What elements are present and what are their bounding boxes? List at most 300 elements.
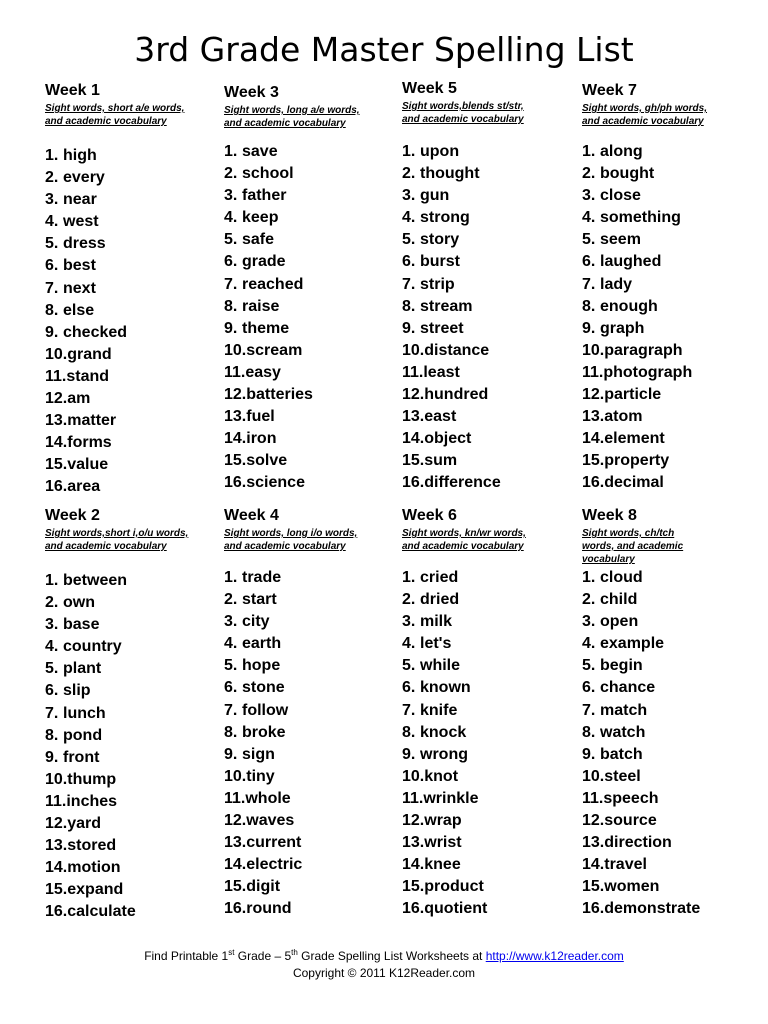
word-item <box>582 611 700 633</box>
word-item <box>582 876 700 898</box>
word-item <box>582 274 692 296</box>
week-block <box>224 84 399 492</box>
word-list <box>45 145 127 499</box>
word-text: laughed <box>600 253 662 271</box>
word-item <box>45 322 127 344</box>
word-text: calculate <box>67 903 136 921</box>
word-text: current <box>246 834 302 852</box>
word-number: 10. <box>224 767 247 785</box>
word-item <box>582 744 700 766</box>
word-text: story <box>420 231 460 249</box>
word-item <box>402 163 501 185</box>
word-text: plant <box>63 660 102 678</box>
word-number: 11. <box>45 367 67 385</box>
word-list <box>45 570 136 924</box>
word-number: 3. <box>224 187 238 205</box>
word-text: stone <box>242 679 285 697</box>
word-number: 7. <box>45 279 59 297</box>
word-item <box>582 655 700 677</box>
word-text: speech <box>603 789 659 807</box>
word-number: 5. <box>402 657 416 675</box>
word-text: match <box>600 701 648 719</box>
word-text: own <box>63 594 95 612</box>
word-number: 1. <box>582 143 596 160</box>
word-text: knee <box>424 856 461 874</box>
word-text: front <box>63 748 100 766</box>
word-number: 7. <box>402 275 416 293</box>
week-title: Week 8 <box>582 507 637 524</box>
word-item <box>402 318 501 340</box>
word-number: 6. <box>582 679 596 697</box>
word-text: area <box>67 478 101 496</box>
word-number: 4. <box>45 213 59 231</box>
word-item <box>45 233 127 255</box>
word-text: difference <box>424 474 501 492</box>
word-item <box>402 450 501 472</box>
word-item <box>224 655 302 677</box>
word-item <box>402 854 487 876</box>
week-title: Week 5 <box>402 80 457 97</box>
week-description: Sight words, long a/e words, and academic vocabulary <box>224 105 360 129</box>
word-item <box>45 791 136 813</box>
word-number: 11. <box>582 789 604 807</box>
word-number: 9. <box>224 319 238 337</box>
word-item <box>402 810 487 832</box>
word-item <box>224 700 302 722</box>
footer-line <box>0 948 768 963</box>
word-item <box>582 766 700 788</box>
word-item <box>45 636 136 658</box>
word-item <box>224 274 313 296</box>
footer-suffix: Grade Spelling List Worksheets at <box>297 949 486 963</box>
word-text: along <box>600 143 643 160</box>
word-number: 4. <box>402 209 416 227</box>
word-number: 8. <box>402 297 416 315</box>
word-item <box>224 472 313 494</box>
word-text: wrong <box>420 745 468 763</box>
word-item <box>402 362 501 384</box>
word-text: am <box>67 390 91 408</box>
word-item <box>45 857 136 879</box>
word-item <box>402 472 501 494</box>
word-number: 4. <box>402 635 416 653</box>
word-text: particle <box>604 386 662 404</box>
word-item <box>402 406 501 428</box>
word-item <box>45 432 127 454</box>
word-text: iron <box>246 430 277 448</box>
page-title: 3rd Grade Master Spelling List <box>134 30 634 69</box>
week-description: Sight words, kn/wr words, and academic vocabulary <box>402 528 526 552</box>
word-list <box>582 567 700 921</box>
word-number: 14. <box>582 430 605 448</box>
word-item <box>224 589 302 611</box>
word-number: 9. <box>45 748 59 766</box>
word-list <box>402 141 501 495</box>
word-text: motion <box>67 859 121 877</box>
word-number: 7. <box>224 701 238 719</box>
word-text: distance <box>424 341 490 359</box>
word-number: 13. <box>402 834 425 852</box>
word-number: 8. <box>402 723 416 741</box>
word-text: dried <box>420 591 460 609</box>
word-text: near <box>63 191 97 209</box>
word-item <box>402 633 487 655</box>
word-number: 4. <box>582 209 596 227</box>
word-number: 4. <box>224 635 238 653</box>
word-item <box>402 744 487 766</box>
word-item <box>582 677 700 699</box>
word-text: round <box>246 900 292 918</box>
word-item <box>582 428 692 450</box>
word-text: wrist <box>424 834 462 852</box>
word-item <box>224 567 302 589</box>
word-item <box>402 788 487 810</box>
copyright: Copyright © 2011 K12Reader.com <box>292 966 476 980</box>
word-text: knock <box>420 723 467 741</box>
word-item <box>45 211 127 233</box>
word-text: raise <box>242 297 280 315</box>
week-title: Week 3 <box>224 84 279 101</box>
word-number: 15. <box>402 452 425 470</box>
word-text: lady <box>600 275 633 293</box>
word-number: 16. <box>45 903 68 921</box>
word-item <box>582 700 700 722</box>
word-number: 5. <box>224 231 238 249</box>
word-item <box>224 362 313 384</box>
week-block <box>45 82 220 496</box>
week-block <box>45 507 220 921</box>
word-item <box>402 898 487 920</box>
word-number: 14. <box>45 434 68 452</box>
word-number: 3. <box>582 187 596 205</box>
word-text: women <box>604 878 660 896</box>
footer-sup-1: st <box>228 948 235 957</box>
week-block <box>582 507 757 918</box>
word-text: theme <box>242 319 290 337</box>
word-number: 14. <box>582 856 605 874</box>
word-item <box>582 810 700 832</box>
word-number: 6. <box>45 682 59 700</box>
word-item <box>45 570 136 592</box>
word-number: 5. <box>582 657 596 675</box>
word-item <box>45 658 136 680</box>
word-number: 10. <box>45 345 68 363</box>
word-item <box>45 769 136 791</box>
word-text: east <box>424 408 457 426</box>
word-item <box>582 251 692 273</box>
word-number: 8. <box>582 297 596 315</box>
word-text: travel <box>604 856 647 874</box>
word-item <box>224 450 313 472</box>
word-number: 1. <box>402 569 416 586</box>
word-number: 4. <box>224 209 238 227</box>
word-text: grand <box>67 345 112 363</box>
word-text: strong <box>420 209 470 227</box>
word-number: 12. <box>402 812 425 830</box>
word-item <box>45 813 136 835</box>
word-text: cloud <box>600 569 643 586</box>
word-text: milk <box>420 613 453 631</box>
word-item <box>582 406 692 428</box>
word-number: 9. <box>224 745 238 763</box>
week-title: Week 7 <box>582 82 637 99</box>
word-text: watch <box>600 723 646 741</box>
word-text: inches <box>66 792 118 810</box>
word-text: enough <box>600 297 658 315</box>
word-text: best <box>63 257 96 275</box>
word-number: 6. <box>582 253 596 271</box>
word-item <box>224 318 313 340</box>
word-item <box>224 898 302 920</box>
word-text: broke <box>242 723 286 741</box>
word-item <box>45 255 127 277</box>
word-number: 2. <box>224 591 238 609</box>
word-text: dress <box>63 235 106 253</box>
word-text: reached <box>242 275 304 293</box>
word-text: demonstrate <box>604 900 701 918</box>
word-number: 10. <box>402 767 425 785</box>
word-text: whole <box>245 789 291 807</box>
word-item <box>402 384 501 406</box>
word-number: 12. <box>582 812 605 830</box>
word-number: 14. <box>402 856 425 874</box>
word-number: 7. <box>582 701 596 719</box>
word-text: paragraph <box>604 341 683 359</box>
word-text: country <box>63 638 122 656</box>
word-list <box>224 567 302 921</box>
word-number: 11. <box>582 363 604 381</box>
word-item <box>582 722 700 744</box>
word-number: 13. <box>45 837 68 855</box>
word-text: product <box>424 878 484 896</box>
word-number: 12. <box>224 812 247 830</box>
word-item <box>224 744 302 766</box>
word-item <box>402 229 501 251</box>
word-item <box>45 476 127 498</box>
word-text: high <box>63 147 97 164</box>
word-number: 1. <box>45 572 59 589</box>
word-item <box>402 832 487 854</box>
word-item <box>402 274 501 296</box>
word-item <box>45 879 136 901</box>
word-text: sum <box>424 452 458 470</box>
word-text: while <box>420 657 461 675</box>
word-number: 7. <box>582 275 596 293</box>
word-number: 3. <box>45 191 59 209</box>
word-number: 5. <box>402 231 416 249</box>
word-number: 15. <box>582 878 605 896</box>
word-text: source <box>604 812 657 830</box>
word-number: 12. <box>45 815 68 833</box>
word-list <box>224 141 313 495</box>
word-text: city <box>242 613 270 631</box>
word-number: 8. <box>224 723 238 741</box>
word-number: 1. <box>224 143 238 160</box>
word-number: 1. <box>402 143 416 160</box>
word-item <box>224 766 302 788</box>
word-item <box>402 766 487 788</box>
word-text: digit <box>246 878 281 896</box>
word-item <box>224 854 302 876</box>
word-item <box>402 141 501 163</box>
word-number: 2. <box>582 165 596 183</box>
word-number: 8. <box>224 297 238 315</box>
word-number: 3. <box>45 616 59 634</box>
word-number: 10. <box>582 341 605 359</box>
word-text: let's <box>420 635 452 653</box>
word-text: batch <box>600 745 643 763</box>
word-item <box>224 832 302 854</box>
word-number: 8. <box>582 723 596 741</box>
word-text: sign <box>242 745 275 763</box>
word-number: 6. <box>402 679 416 697</box>
week-block <box>402 80 577 492</box>
week-block <box>402 507 577 918</box>
word-item <box>224 428 313 450</box>
word-number: 11. <box>45 792 67 810</box>
word-text: keep <box>242 209 279 227</box>
word-number: 15. <box>224 878 247 896</box>
word-text: save <box>242 143 278 160</box>
word-number: 5. <box>45 660 59 678</box>
word-text: graph <box>600 319 645 337</box>
word-item <box>402 296 501 318</box>
word-item <box>45 592 136 614</box>
word-text: close <box>600 187 641 205</box>
word-number: 1. <box>45 147 59 164</box>
word-number: 3. <box>224 613 238 631</box>
word-number: 10. <box>582 767 605 785</box>
word-number: 1. <box>582 569 596 586</box>
word-text: thought <box>420 165 480 183</box>
word-text: property <box>604 452 670 470</box>
word-number: 7. <box>402 701 416 719</box>
word-text: upon <box>420 143 460 160</box>
word-number: 14. <box>224 430 247 448</box>
word-item <box>582 589 700 611</box>
word-item <box>582 207 692 229</box>
word-item <box>45 145 127 167</box>
word-item <box>582 898 700 920</box>
word-item <box>582 567 700 589</box>
week-description: Sight words, ch/tch words, and academic vocabulary <box>582 528 684 565</box>
word-item <box>45 614 136 636</box>
word-text: known <box>420 679 471 697</box>
word-number: 2. <box>224 165 238 183</box>
word-item <box>224 406 313 428</box>
word-number: 12. <box>402 386 425 404</box>
word-number: 8. <box>45 301 59 319</box>
week-title: Week 1 <box>45 82 100 99</box>
word-item <box>402 185 501 207</box>
word-number: 10. <box>224 341 247 359</box>
word-text: child <box>600 591 638 609</box>
word-text: example <box>600 635 665 653</box>
word-text: slip <box>63 682 91 700</box>
word-item <box>402 655 487 677</box>
word-text: open <box>600 613 639 631</box>
word-text: start <box>242 591 277 609</box>
word-item <box>224 633 302 655</box>
word-text: stand <box>66 367 110 385</box>
word-list <box>402 567 487 921</box>
word-item <box>582 229 692 251</box>
word-text: element <box>604 430 665 448</box>
word-item <box>224 611 302 633</box>
word-item <box>45 901 136 923</box>
word-number: 15. <box>45 456 68 474</box>
word-text: steel <box>604 767 641 785</box>
word-text: base <box>63 616 100 634</box>
word-number: 13. <box>402 408 425 426</box>
word-text: atom <box>604 408 643 426</box>
word-number: 2. <box>402 165 416 183</box>
word-item <box>402 611 487 633</box>
word-number: 2. <box>45 594 59 612</box>
footer-sup-2: th <box>291 948 298 957</box>
word-text: electric <box>246 856 303 874</box>
word-number: 14. <box>402 430 425 448</box>
word-number: 10. <box>402 341 425 359</box>
word-text: gun <box>420 187 450 205</box>
word-item <box>582 296 692 318</box>
word-number: 16. <box>224 474 247 492</box>
word-number: 15. <box>224 452 247 470</box>
word-item <box>582 340 692 362</box>
word-text: thump <box>67 770 117 788</box>
word-item <box>402 722 487 744</box>
word-number: 8. <box>45 726 59 744</box>
word-number: 16. <box>582 900 605 918</box>
word-number: 6. <box>402 253 416 271</box>
word-item <box>45 703 136 725</box>
word-text: expand <box>67 881 124 899</box>
word-item <box>45 454 127 476</box>
word-text: follow <box>242 701 289 719</box>
word-number: 11. <box>402 363 424 381</box>
word-item <box>582 362 692 384</box>
footer-prefix: Find Printable 1 <box>144 949 229 963</box>
word-item <box>45 167 127 189</box>
word-text: hundred <box>424 386 489 404</box>
word-text: fuel <box>246 408 275 426</box>
word-text: least <box>423 363 460 381</box>
word-number: 7. <box>45 704 59 722</box>
word-number: 16. <box>582 474 605 492</box>
word-item <box>45 278 127 300</box>
word-number: 9. <box>582 319 596 337</box>
word-text: batteries <box>246 386 313 404</box>
word-text: scream <box>246 341 303 359</box>
word-text: between <box>63 572 128 589</box>
k12reader-link[interactable]: http://www.k12reader.com <box>485 949 624 963</box>
word-number: 9. <box>402 745 416 763</box>
word-text: earth <box>242 635 282 653</box>
word-number: 16. <box>224 900 247 918</box>
word-number: 11. <box>224 363 246 381</box>
word-text: easy <box>245 363 281 381</box>
word-item <box>224 384 313 406</box>
word-text: father <box>242 187 287 205</box>
word-item <box>45 189 127 211</box>
word-number: 11. <box>224 789 246 807</box>
word-number: 1. <box>224 569 238 586</box>
word-number: 13. <box>224 408 247 426</box>
word-item <box>45 725 136 747</box>
word-item <box>45 747 136 769</box>
word-number: 5. <box>224 657 238 675</box>
week-block <box>582 82 757 492</box>
